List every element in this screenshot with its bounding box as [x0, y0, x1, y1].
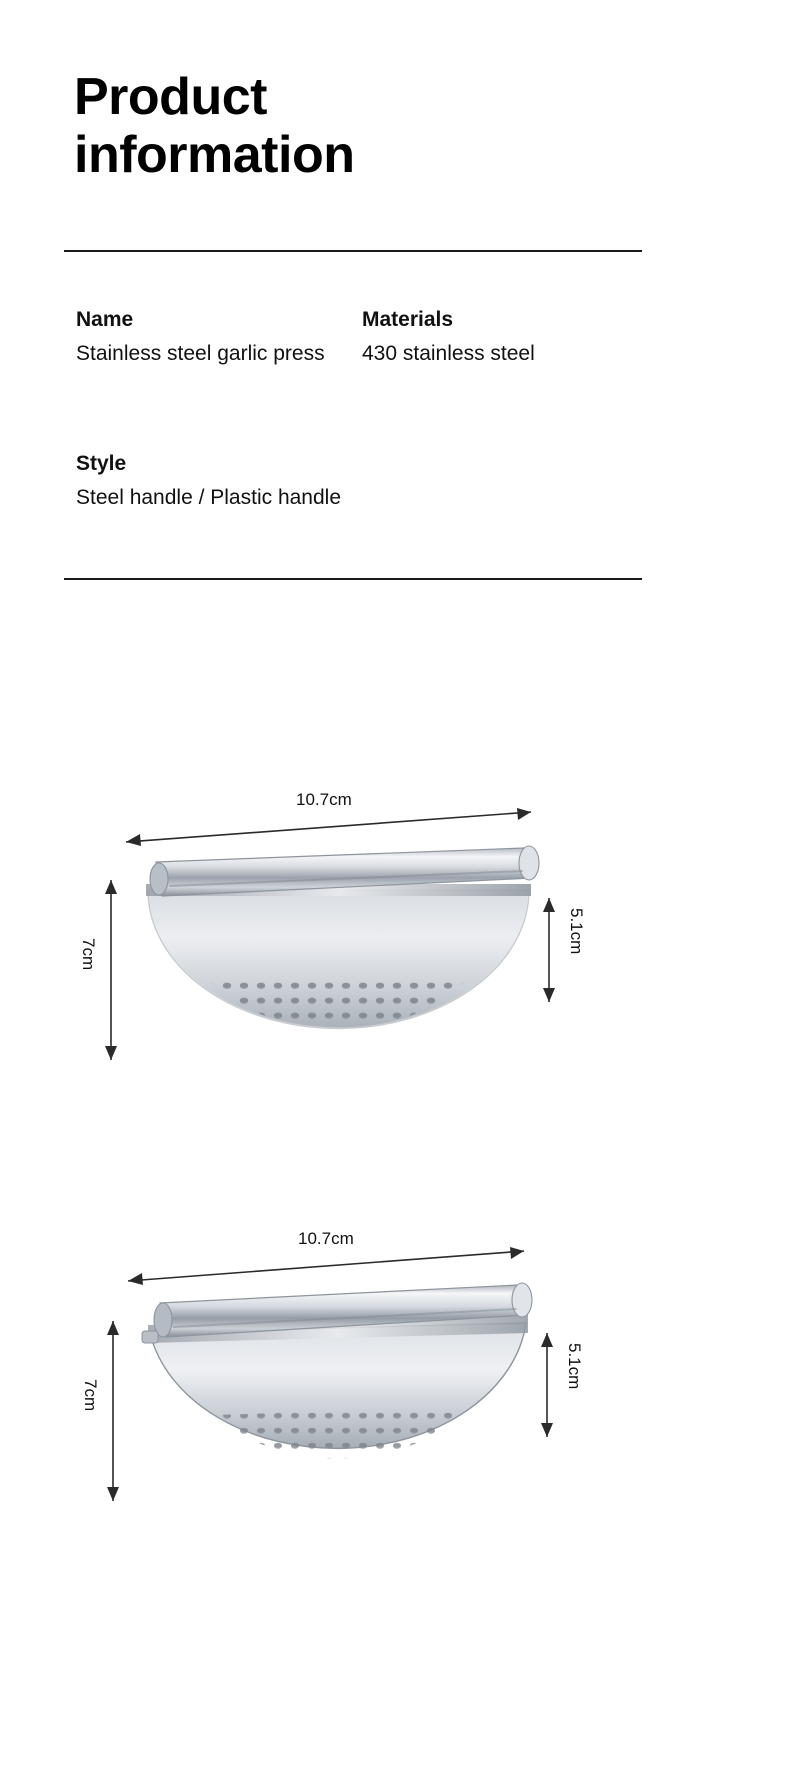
info-value-materials: 430 stainless steel	[362, 342, 535, 365]
page-title-line2: information	[74, 126, 355, 185]
info-block-materials	[362, 308, 622, 368]
product-illustration-1	[0, 770, 790, 1160]
info-label-materials: Materials	[362, 308, 454, 331]
dimension-label-width-1: 10.7cm	[296, 790, 352, 809]
dimension-label-depth-1: 5.1cm	[567, 908, 586, 955]
dimension-label-height-2: 7cm	[81, 1379, 100, 1412]
product-illustration-2	[0, 1215, 790, 1605]
info-block-name	[76, 308, 336, 368]
page-title-line1: Product	[74, 68, 267, 126]
dimension-label-depth-2: 5.1cm	[565, 1343, 584, 1390]
info-label-name: Name	[76, 308, 134, 331]
page-title	[74, 68, 674, 184]
dimension-label-height-1: 7cm	[79, 938, 98, 971]
info-label-style: Style	[76, 452, 127, 475]
info-block-style	[76, 452, 616, 512]
divider-top	[64, 250, 642, 252]
divider-bottom	[64, 578, 642, 580]
info-value-style: Steel handle / Plastic handle	[76, 486, 342, 509]
product-figure-steel-handle	[0, 770, 790, 1160]
info-value-name: Stainless steel garlic press	[76, 342, 325, 365]
product-figure-plastic-handle	[0, 1215, 790, 1605]
dimension-label-width-2: 10.7cm	[298, 1229, 354, 1248]
